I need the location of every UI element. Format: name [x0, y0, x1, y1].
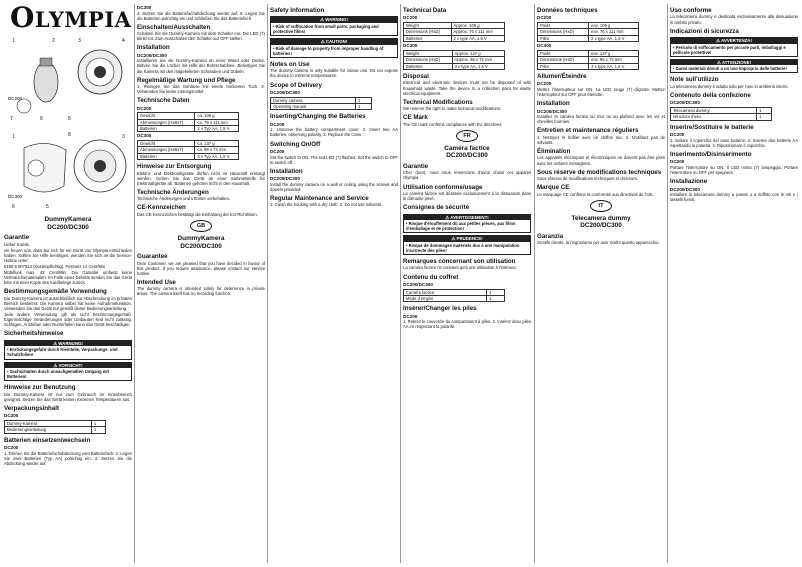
- de-batterien-heading: Batterien einsetzen/wechseln: [4, 436, 91, 444]
- en-scope-table: [270, 97, 372, 111]
- it-inserire-model: DC200: [670, 132, 685, 138]
- fr-elim-p: Les appareils électriques et électroniques ne doivent pas être jetés avec les ordures ménagères.: [537, 155, 665, 166]
- de-sicherheit-heading: Sicherheitshinweise: [4, 330, 64, 338]
- svg-text:6: 6: [40, 116, 43, 122]
- de-hinweise-p: Die Dummy-Kamera ist nur zum Gebrauch im Innenbereich geeignet. Setzen Sie das Gerät keinen extremen Temperaturen aus.: [4, 391, 132, 402]
- table-row: Batteries 3 x type AA, 1.5 V: [404, 63, 505, 69]
- de-col2-model: DC300: [137, 5, 152, 10]
- fr-contenu-table: [403, 289, 505, 303]
- it-caution-box: ⚠ ATTENZIONE! • Danni materiali dovuti a un uso improprio delle batterie!: [670, 59, 798, 74]
- de-aenderungen-p: Technische Änderungen und Irrtümer vorbehalten.: [137, 196, 231, 202]
- warning-icon: ⚠: [445, 214, 451, 220]
- de-batterien-model: DC200: [4, 445, 19, 451]
- de-lieferumfang-table: [4, 420, 106, 434]
- caution-icon: ⚠: [320, 39, 326, 45]
- en-guarantee-heading: Guarantee: [137, 253, 168, 261]
- en-disposal-heading: Disposal: [403, 73, 429, 81]
- caution-icon: ⚠: [716, 59, 722, 65]
- de-garantie-p1: wir freuen uns, dass Sie sich für ein Gerät von Olympia entschieden haben. Sollten Sie Hilfe benötigen, wenden Sie sich an die Service-Hotline unter:: [4, 247, 132, 263]
- en-tech-dc200-label: DC200: [403, 15, 418, 21]
- de-tech-heading: Technische Daten: [137, 97, 190, 105]
- warning-icon: ⚠: [53, 340, 59, 346]
- fr-usage-p: La caméra factice est destinée exclusivement à la dissuasion dans le domaine privé.: [403, 190, 531, 201]
- table-row: Gewicht ca. 109 g: [138, 113, 239, 119]
- en-maint-p: 1. Clean the housing with a dry cloth. 2. Do not use solvents.: [270, 202, 383, 208]
- en-ce-p: The CE mark confirms compliance with EU directives.: [403, 121, 503, 127]
- table-row: Istruzioni d'uso 1: [671, 114, 772, 120]
- table-row: Dimensions (HxD) Approx. 96 x 72 mm: [404, 57, 505, 63]
- table-row: Batterien 3 x Typ AA, 1,5 V: [138, 153, 239, 159]
- en-tech-dc300-label: DC300: [403, 43, 418, 49]
- fr-tech-dc200-table: [537, 22, 639, 42]
- table-row: Dimensions (HxD) env. 76 x 111 mm: [538, 29, 639, 35]
- table-row: Piles 2 x type AA, 1,5 V: [538, 35, 639, 41]
- de-tech-dc200-label: DC200: [137, 105, 152, 111]
- de-ein-heading: Einschalten/Ausschalten: [137, 23, 211, 31]
- fr-install-heading: Installation: [537, 100, 570, 108]
- de-tech-dc200-table: [137, 112, 239, 132]
- it-inst-p: Installare la telecamera dummy a parete o a soffitto con le viti e i tasselli forniti.: [670, 192, 798, 203]
- fr-garantie-heading: Garantie: [403, 162, 429, 170]
- fr-product-models: DC200/DC300: [446, 152, 488, 160]
- it-inst-heading: Installazione: [670, 178, 708, 186]
- en-ce-heading: CE Mark: [403, 114, 428, 122]
- fr-piles-p: 1. Retirez le couvercle du compartiment à piles. 2. Insérez deux piles AA en respectant la polarité.: [403, 319, 531, 330]
- caution-icon: ⚠: [451, 236, 457, 242]
- en-warning-box: ⚠ WARNING! • Risk of suffocation from small parts, packaging and protective films!: [270, 16, 398, 36]
- de-lieferumfang-model: DC200: [4, 413, 19, 419]
- it-product-models: DC200/DC300: [580, 222, 622, 230]
- en-scope-heading: Scope of Delivery: [270, 81, 322, 89]
- column-en-fr: [403, 4, 531, 563]
- en-guarantee-p: Dear Customer, we are pleased that you have decided in favour of this product. If you require assistance, please contact our service hotline.: [137, 260, 265, 276]
- warning-icon: ⚠: [716, 38, 722, 43]
- fr-entretien-p: 1. Nettoyez le boîtier avec un chiffon sec. 2. N'utilisez pas de solvants.: [537, 134, 665, 145]
- camera-figure-dc200: [6, 34, 130, 126]
- fr-modif-heading: Sous réserve de modifications techniques: [537, 168, 662, 176]
- table-row: Weight Approx. 109 g: [404, 23, 505, 29]
- de-garantie-p2: 0180 5 007514 (Kostenpflichtig). Festnetz 14 Cent/Min.: [4, 263, 107, 269]
- it-inserire-p: 1. Svitare il coperchio del vano batterie. 2. Inserire due batterie AA rispettando la polarità. 3. Riposizionare il coperchio.: [670, 137, 798, 148]
- fr-contenu-heading: Contenu du coffret: [403, 273, 459, 281]
- svg-text:3: 3: [78, 38, 81, 44]
- svg-text:4: 4: [122, 38, 125, 44]
- table-row: Dimensions (HxD) Approx. 76 x 111 mm: [404, 29, 505, 35]
- it-uso-heading: Uso conforme: [670, 7, 712, 14]
- svg-text:5: 5: [68, 116, 71, 122]
- en-maint-heading: Regular Maintenance and Service: [270, 194, 369, 202]
- fr-allumer-heading: Allumer/Éteindre: [537, 73, 587, 81]
- en-tech-dc200-table: [403, 22, 505, 42]
- fr-consignes-heading: Consignes de sécurité: [403, 204, 470, 212]
- it-note-p: La telecamera dummy è adatta solo per l'uso in ambienti interni.: [670, 83, 789, 89]
- en-safety-heading: Safety Information: [270, 7, 325, 14]
- en-scope-model: DC200/DC300: [270, 89, 300, 95]
- camera-figure-dc300: [6, 128, 130, 214]
- en-techmod-p: We reserve the right to make technical modifications.: [403, 106, 502, 112]
- en-install-model: DC200/DC300: [270, 176, 300, 182]
- table-row: Dummy-Kamera 1: [5, 420, 106, 426]
- de-install-model: DC200/DC300: [137, 52, 167, 58]
- en-switch-heading: Switching On/Off: [270, 140, 321, 148]
- it-indic-heading: Indicazioni di sicurezza: [670, 27, 739, 35]
- de-bestimmung-heading: Bestimmungsgemäße Verwendung: [4, 288, 107, 296]
- fr-tech-dc300-table: [537, 50, 639, 70]
- de-install-p: Installieren Sie die Dummy-Kamera an einer Wand oder Decke. Bohren Sie die Löcher mit Hilfe der Bohrschablone. Befestigen Sie die Kamera mit den mitgelieferten Schrauben und Dübeln.: [137, 58, 265, 74]
- en-disposal-p: Electrical and electronic devices must not be disposed of with household waste. Take the device to a collection point for waste electrical equipment.: [403, 80, 531, 96]
- table-row: Caméra factice 1: [404, 289, 505, 295]
- en-caution-box: ⚠ CAUTION! • Risk of damage to property from improper handling of batteries!: [270, 38, 398, 58]
- figure-label-dc300: DC300: [8, 194, 23, 199]
- de-warning-box: ⚠ WARNUNG! • Erstickungsgefahr durch Kleinteile, Verpackungs- und Schutzfolien!: [4, 340, 132, 360]
- svg-text:6: 6: [12, 204, 15, 210]
- fr-elim-heading: Élimination: [537, 148, 571, 155]
- table-row: Abmessungen (HxBxT) ca. 96 x 72 mm: [138, 147, 239, 153]
- svg-text:3: 3: [122, 134, 125, 140]
- fr-contenu-model: DC200/DC300: [403, 281, 433, 287]
- column-de-cover: [4, 4, 132, 563]
- it-acc-p: Portare l'interruttore su ON. Il LED rosso (7) lampeggia. Portare l'interruttore su OFF per spegnere.: [670, 164, 798, 176]
- table-row: Weight Approx. 137 g: [404, 50, 505, 56]
- fr-usage-heading: Utilisation conforme/usage: [403, 183, 483, 191]
- it-uso-p: La telecamera dummy è destinata esclusivamente alla dissuasione in ambito privato.: [670, 14, 798, 25]
- column-en-main: [270, 4, 398, 563]
- it-note-heading: Note sull'utilizzo: [670, 76, 719, 84]
- en-intended-p: The dummy camera is intended solely for deterrence in private areas. The camera itself has no recording function.: [137, 286, 265, 297]
- column-fr-main: [537, 4, 665, 563]
- de-tech-dc300-table: [137, 140, 239, 160]
- de-pflege-heading: Regelmäßige Wartung und Pflege: [137, 76, 236, 84]
- de-pflege-p: 1. Reinigen Sie das Gehäuse mit einem trockenen Tuch. 2. Verwenden Sie keine Lösungsmittel.: [137, 84, 265, 95]
- fr-ce-p: Le marquage CE confirme la conformité aux directives de l'UE.: [537, 191, 654, 197]
- en-intended-heading: Intended Use: [137, 278, 176, 286]
- en-switch-p: Set the switch to ON. The red LED (7) flashes. Set the switch to OFF to switch off.: [270, 154, 398, 165]
- de-ein-p: Schalten Sie die Dummy-Kamera mit dem Schalter ein. Die LED (7) blinkt rot. Zum Ausschalten den Schalter auf OFF stellen.: [137, 31, 265, 42]
- en-product-name: DummyKamera: [177, 234, 225, 242]
- fr-piles-model: DC200: [403, 313, 418, 319]
- de-tech-dc300-label: DC300: [137, 133, 152, 139]
- table-row: Dummy camera 1: [271, 97, 372, 103]
- table-row: Poids env. 109 g: [538, 23, 639, 29]
- fr-remarques-p: La caméra factice ne convient qu'à une utilisation à l'intérieur.: [403, 265, 517, 271]
- table-row: Gewicht ca. 137 g: [138, 141, 239, 147]
- de-entsorgung-p: Elektro- und Elektronikgeräte dürfen nicht im Hausmüll entsorgt werden. Geben Sie das Gerät an einer Sammelstelle für Elektroaltgeräte ab. Batterien gehören nicht in den Hausmüll.: [137, 170, 265, 186]
- fr-caution-box: ⚠ PRUDENCE! • Risque de dommages matériels dus à une manipulation incorrecte des piles!: [403, 235, 531, 255]
- fr-install-model: DC200/DC300: [537, 108, 567, 114]
- table-row: Dimensions (HxD) env. 96 x 72 mm: [538, 57, 639, 63]
- fr-allumer-p: Mettez l'interrupteur sur ON. La LED rouge (7) clignote. Mettez l'interrupteur sur OFF pour éteindre.: [537, 87, 665, 98]
- en-tech-dc300-table: [403, 50, 505, 70]
- column-de-main: [137, 4, 265, 563]
- it-inserire-heading: Inserire/Sostituire le batterie: [670, 123, 754, 131]
- fr-remarques-heading: Remarques concernant son utilisation: [403, 258, 516, 266]
- table-row: Poids env. 137 g: [538, 50, 639, 56]
- table-row: Mode d'emploi 1: [404, 295, 505, 301]
- column-it-main: [670, 4, 798, 563]
- de-ce-heading: CE-Kennzeichen: [137, 204, 186, 212]
- en-batt-heading: Inserting/Changing the Batteries: [270, 113, 366, 121]
- fr-warning-box: ⚠ AVERTISSEMENT! • Risque d'étouffement dû aux petites pièces, aux films d'emballage et de protection!: [403, 214, 531, 234]
- fr-allumer-model: DC200: [537, 81, 552, 87]
- fr-install-p: Installez la caméra factice au mur ou au plafond avec les vis et chevilles fournies.: [537, 114, 665, 125]
- it-conf-table: [670, 107, 772, 121]
- table-row: Piles 3 x type AA, 1,5 V: [538, 63, 639, 69]
- it-conf-model: DC200/DC300: [670, 100, 700, 106]
- svg-text:1: 1: [12, 38, 15, 44]
- de-install-heading: Installation: [137, 44, 170, 52]
- fr-tech-dc300-label: DC300: [537, 43, 552, 49]
- it-garanzia-heading: Garanzia: [537, 232, 564, 240]
- svg-text:2: 2: [52, 38, 55, 44]
- warning-icon: ⚠: [320, 17, 326, 23]
- de-caution-box: ⚠ VORSICHT! • Sachschäden durch unsachgemäßen Umgang mit Batterien!: [4, 362, 132, 382]
- svg-text:1: 1: [12, 134, 15, 140]
- fr-tech-heading: Données techniques: [537, 7, 598, 14]
- fr-entretien-heading: Entretien et maintenance réguliers: [537, 127, 639, 135]
- en-techmod-heading: Technical Modifications: [403, 98, 473, 106]
- it-garanzia-p: Gentile cliente, la ringraziamo per aver scelto questo apparecchio.: [537, 240, 660, 246]
- en-install-heading: Installation: [270, 167, 303, 175]
- de-entsorgung-heading: Hinweise zur Entsorgung: [137, 163, 212, 171]
- product-models: DC200/DC300: [47, 223, 89, 231]
- brand-logo: OLYMPIA: [10, 4, 132, 34]
- product-name: DummyKamera: [44, 216, 92, 223]
- de-hinweise-heading: Hinweise zur Benutzung: [4, 384, 76, 392]
- en-notes-p: The dummy camera is only suitable for indoor use. Do not expose the device to extreme temperatures.: [270, 68, 398, 79]
- table-row: Abmessungen (HxBxT) ca. 76 x 111 mm: [138, 119, 239, 125]
- fr-ce-heading: Marque CE: [537, 184, 570, 192]
- en-product-models: DC200/DC300: [180, 242, 222, 250]
- svg-text:7: 7: [10, 116, 13, 122]
- figure-label-dc200: DC200: [8, 96, 23, 101]
- fr-product-name: Caméra factice: [444, 144, 490, 152]
- caution-icon: ⚠: [53, 362, 59, 368]
- de-aenderungen-heading: Technische Änderungen: [137, 188, 209, 196]
- en-switch-model: DC200: [270, 148, 285, 154]
- it-conf-heading: Contenuto della confezione: [670, 91, 751, 99]
- svg-text:8: 8: [68, 132, 71, 138]
- fr-tech-dc200-label: DC200: [537, 15, 552, 21]
- en-batt-p: 1. Unscrew the battery compartment cover. 2. Insert two AA batteries, observing polarity. 3. Replace the cover.: [270, 127, 398, 138]
- en-notes-heading: Notes on Use: [270, 60, 310, 68]
- language-badge-it: IT: [590, 200, 612, 212]
- en-batt-model: DC200: [270, 121, 285, 127]
- language-badge-gb: GB: [190, 220, 212, 232]
- de-garantie-p0: Lieber Kunde,: [4, 241, 31, 247]
- table-row: Telecamera dummy 1: [671, 107, 772, 113]
- table-row: Batterien 2 x Typ AA, 1,5 V: [138, 126, 239, 132]
- table-row: Operating manual 1: [271, 103, 372, 109]
- de-lieferumfang-heading: Verpackungsinhalt: [4, 404, 60, 412]
- it-product-name: Telecamera dummy: [571, 214, 631, 222]
- fr-piles-heading: Insérer/Changer les piles: [403, 305, 477, 313]
- fr-modif-p: Sous réserve de modifications techniques et d'erreurs.: [537, 176, 638, 181]
- table-row: Bedienungsanleitung 1: [5, 427, 106, 433]
- de-ce-p: Das CE-Kennzeichen bestätigt die Einhaltung der EU-Richtlinien.: [137, 211, 258, 217]
- it-acc-model: DC200: [670, 159, 685, 165]
- fr-garantie-p: Cher client, nous vous remercions d'avoir choisi cet appareil Olympia.: [403, 170, 531, 181]
- language-badge-fr: FR: [456, 130, 478, 142]
- svg-text:5: 5: [46, 204, 49, 210]
- en-tech-heading: Technical Data: [403, 7, 447, 14]
- en-install-p: Install the dummy camera on a wall or ceiling using the screws and dowels provided.: [270, 181, 398, 192]
- de-batterien-p: 1. Drehen Sie die Batteriefachabdeckung vom Batteriefach. 2. Legen Sie zwei Batterien (Typ AA) polrichtig ein. 3. Setzen Sie die Abdeckung wieder auf.: [4, 450, 132, 466]
- de-bestimmung-p1: Jede andere Verwendung gilt als nicht bestimmungsgemäß. Eigenmächtige Veränderungen oder Umbauten sind nicht zulässig. Schlagen, Anstoßen oder Runterfallen kann das Gerät beschädigen.: [4, 312, 132, 328]
- table-row: Batteries 2 x type AA, 1.5 V: [404, 35, 505, 41]
- de-garantie-p3: Mobilfunk max. 42 Cent/Min. Die Garantie umfasst keine Verbrauchsmaterialien. Im Falle eines Defekts senden Sie das Gerät bitte mit einer Kopie des Kaufbelegs zurück.: [4, 270, 132, 286]
- it-inst-model: DC200/DC300: [670, 186, 700, 192]
- de-garantie-heading: Garantie: [4, 234, 30, 242]
- it-acc-heading: Inserimento/Disinserimento: [670, 150, 752, 158]
- it-warning-box: ⚠ AVVERTENZA! • Pericolo di soffocamento per piccole parti, imballaggi e pellicole protettive!: [670, 37, 798, 57]
- de-bestimmung-p0: Die Dummy-Kamera ist ausschließlich zur Abschreckung im privaten Bereich bestimmt. Die Kamera selbst hat keine Aufnahmefunktion. Verwenden Sie das Gerät nur gemäß dieser Bedienungsanleitung.: [4, 295, 132, 311]
- de-col2-steps: 4. Setzen Sie die Batteriefachabdeckung wieder auf. 5. Legen Sie die Batterien polrichtig ein und schließen Sie das Batteriefach.: [137, 10, 265, 21]
